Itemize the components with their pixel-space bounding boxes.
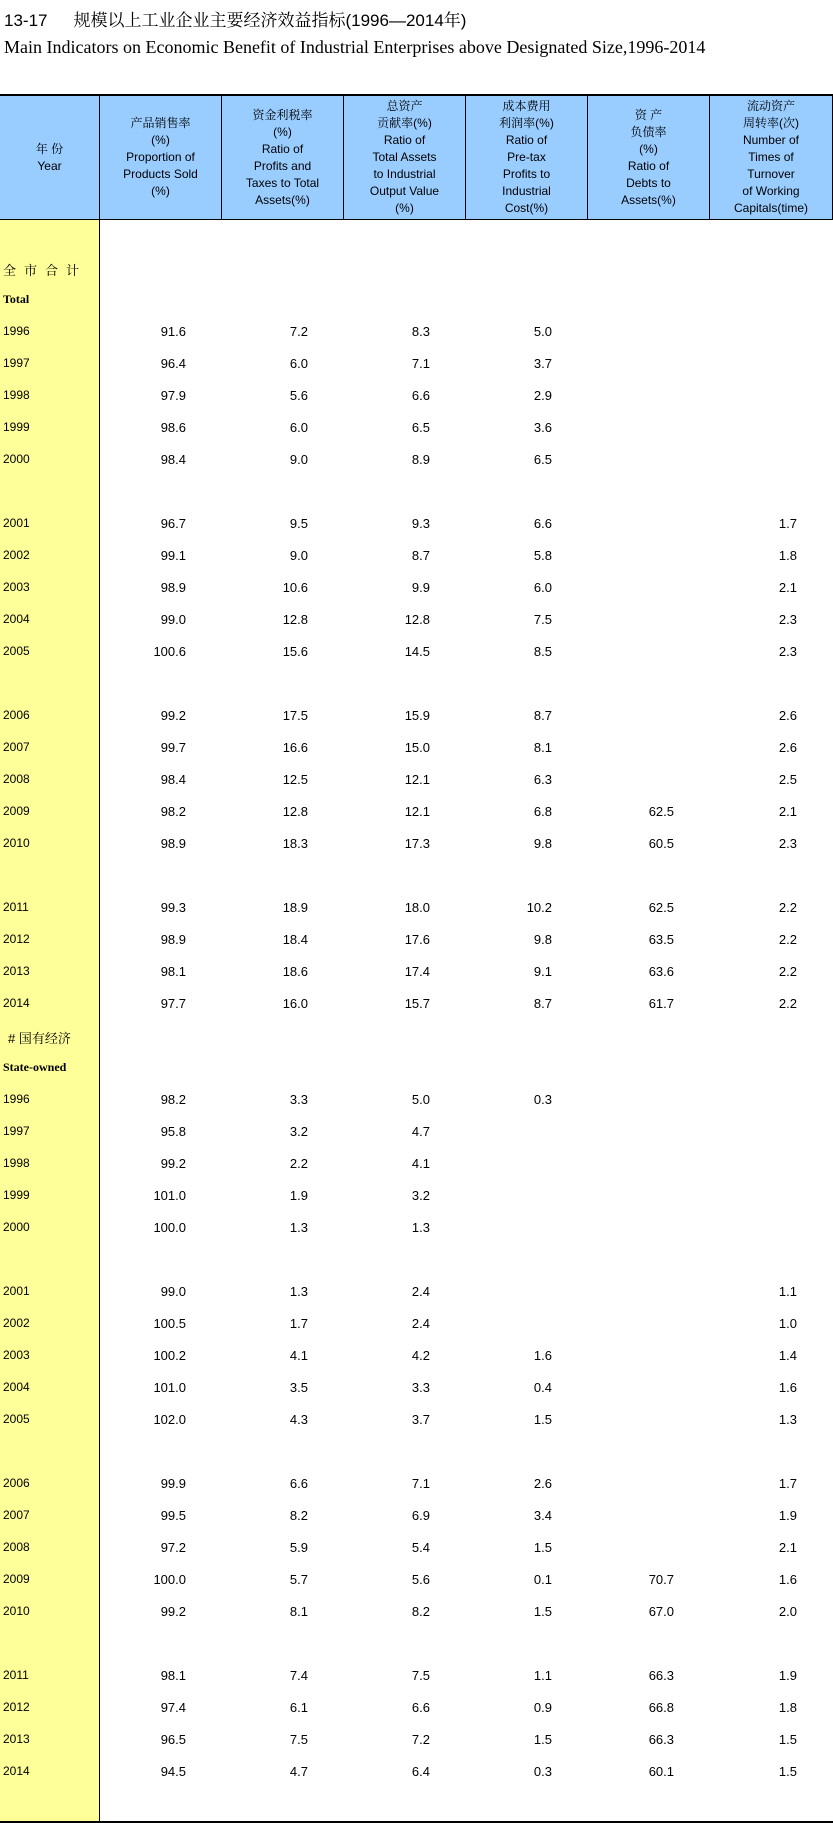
- table-row: [0, 892, 833, 924]
- value-cell: 12.1: [404, 804, 430, 819]
- year-cell: 2013: [3, 1732, 30, 1746]
- value-cell: 1.3: [289, 1284, 308, 1299]
- value-cell: 16.6: [282, 740, 308, 755]
- value-cell: 6.0: [289, 356, 308, 371]
- year-cell: 2006: [3, 1476, 30, 1490]
- value-cell: 101.0: [153, 1380, 186, 1395]
- section-header-row: [0, 1052, 833, 1084]
- year-cell: 2004: [3, 1380, 30, 1394]
- value-cell: 70.7: [648, 1572, 674, 1587]
- value-cell: 1.9: [778, 1508, 797, 1523]
- year-cell: 2010: [3, 1604, 30, 1618]
- table-row: [0, 1340, 833, 1372]
- column-header-cn: 流动资产 周转率(次): [743, 99, 799, 130]
- column-header-en: Ratio of Total Assets to Industrial Output Value (%): [369, 133, 440, 215]
- value-cell: 7.1: [411, 1476, 430, 1491]
- value-cell: 98.9: [160, 580, 186, 595]
- column-header-en: (%) Ratio of Profits and Taxes to Total Assets(%): [245, 124, 320, 207]
- year-cell: 2008: [3, 772, 30, 786]
- value-cell: 9.8: [533, 836, 552, 851]
- column-header-en: (%) Proportion of Products Sold (%): [123, 133, 198, 198]
- year-cell: 2006: [3, 708, 30, 722]
- value-cell: 97.4: [160, 1700, 186, 1715]
- year-cell: 2012: [3, 1700, 30, 1714]
- value-cell: 7.4: [289, 1668, 308, 1683]
- value-cell: 63.6: [648, 964, 674, 979]
- year-cell: 2010: [3, 836, 30, 850]
- column-header-1: [100, 94, 222, 220]
- value-cell: 5.8: [533, 548, 552, 563]
- table-row: [0, 572, 833, 604]
- year-cell: 2012: [3, 932, 30, 946]
- table-row: [0, 988, 833, 1020]
- value-cell: 3.2: [411, 1188, 430, 1203]
- value-cell: 8.7: [411, 548, 430, 563]
- value-cell: 5.0: [411, 1092, 430, 1107]
- value-cell: 1.7: [778, 516, 797, 531]
- value-cell: 98.4: [160, 452, 186, 467]
- table-title-en: Main Indicators on Economic Benefit of Industrial Enterprises above Designated Size,1996-2014: [4, 37, 706, 57]
- value-cell: 2.0: [778, 1604, 797, 1619]
- year-cell: 1999: [3, 1188, 30, 1202]
- year-cell: 2005: [3, 1412, 30, 1426]
- value-cell: 1.4: [778, 1348, 797, 1363]
- value-cell: 6.6: [289, 1476, 308, 1491]
- value-cell: 17.3: [404, 836, 430, 851]
- value-cell: 2.2: [289, 1156, 308, 1171]
- value-cell: 9.9: [411, 580, 430, 595]
- value-cell: 2.6: [533, 1476, 552, 1491]
- value-cell: 62.5: [648, 804, 674, 819]
- table-row: [0, 732, 833, 764]
- value-cell: 1.0: [778, 1316, 797, 1331]
- value-cell: 9.8: [533, 932, 552, 947]
- value-cell: 6.9: [411, 1508, 430, 1523]
- value-cell: 0.3: [533, 1764, 552, 1779]
- column-header-en: Year: [37, 158, 62, 173]
- value-cell: 2.2: [778, 932, 797, 947]
- value-cell: 3.6: [533, 420, 552, 435]
- value-cell: 15.6: [282, 644, 308, 659]
- table-number: 13-17: [4, 11, 48, 30]
- column-header-cn: 成本费用 利润率(%): [499, 99, 554, 130]
- value-cell: 6.4: [411, 1764, 430, 1779]
- value-cell: 14.5: [404, 644, 430, 659]
- value-cell: 60.5: [648, 836, 674, 851]
- section-header-row: [0, 252, 833, 284]
- value-cell: 6.5: [411, 420, 430, 435]
- value-cell: 98.9: [160, 932, 186, 947]
- value-cell: 62.5: [648, 900, 674, 915]
- value-cell: 12.8: [404, 612, 430, 627]
- table-row: [0, 540, 833, 572]
- value-cell: 4.2: [411, 1348, 430, 1363]
- value-cell: 99.5: [160, 1508, 186, 1523]
- value-cell: 10.2: [526, 900, 552, 915]
- value-cell: 2.4: [411, 1284, 430, 1299]
- value-cell: 7.1: [411, 356, 430, 371]
- value-cell: 100.0: [153, 1220, 186, 1235]
- year-cell: 2011: [3, 1668, 29, 1682]
- value-cell: 60.1: [648, 1764, 674, 1779]
- table-title-cn-text: 规模以上工业企业主要经济效益指标(1996—2014年): [73, 11, 467, 30]
- year-cell: 1996: [3, 324, 30, 338]
- value-cell: 7.5: [289, 1732, 308, 1747]
- value-cell: 6.6: [411, 1700, 430, 1715]
- value-cell: 3.2: [289, 1124, 308, 1139]
- table-row: [0, 828, 833, 860]
- value-cell: 7.5: [411, 1668, 430, 1683]
- value-cell: 10.6: [282, 580, 308, 595]
- value-cell: 2.2: [778, 900, 797, 915]
- table-row: [0, 316, 833, 348]
- column-header-0: [0, 94, 100, 220]
- year-cell: 2000: [3, 452, 30, 466]
- value-cell: 2.4: [411, 1316, 430, 1331]
- table-row: [0, 700, 833, 732]
- table-row: [0, 508, 833, 540]
- table-row: [0, 1180, 833, 1212]
- value-cell: 2.3: [778, 612, 797, 627]
- value-cell: 1.9: [289, 1188, 308, 1203]
- value-cell: 17.6: [404, 932, 430, 947]
- table-row: [0, 1148, 833, 1180]
- table-row: [0, 1372, 833, 1404]
- value-cell: 2.9: [533, 388, 552, 403]
- year-cell: 2001: [3, 516, 30, 530]
- value-cell: 97.2: [160, 1540, 186, 1555]
- table-row: [0, 1596, 833, 1628]
- table-row: [0, 1532, 833, 1564]
- value-cell: 8.9: [411, 452, 430, 467]
- value-cell: 1.1: [533, 1668, 552, 1683]
- column-header-cn: 年 份: [35, 141, 64, 156]
- table-row: [0, 1276, 833, 1308]
- value-cell: 3.7: [533, 356, 552, 371]
- year-cell: 2004: [3, 612, 30, 626]
- table-row: [0, 348, 833, 380]
- value-cell: 100.2: [153, 1348, 186, 1363]
- column-header-4: [466, 94, 588, 220]
- table-row: [0, 380, 833, 412]
- value-cell: 99.0: [160, 612, 186, 627]
- value-cell: 9.0: [289, 548, 308, 563]
- column-header-5: [588, 94, 710, 220]
- value-cell: 1.9: [778, 1668, 797, 1683]
- value-cell: 7.5: [533, 612, 552, 627]
- value-cell: 2.2: [778, 964, 797, 979]
- value-cell: 8.1: [533, 740, 552, 755]
- value-cell: 6.1: [289, 1700, 308, 1715]
- value-cell: 63.5: [648, 932, 674, 947]
- table-row: [0, 1756, 833, 1788]
- value-cell: 5.6: [289, 388, 308, 403]
- value-cell: 2.6: [778, 708, 797, 723]
- year-cell: 2013: [3, 964, 30, 978]
- value-cell: 4.3: [289, 1412, 308, 1427]
- value-cell: 2.3: [778, 836, 797, 851]
- column-header-en: Number of Times of Turnover of Working Capitals(time): [733, 133, 808, 215]
- value-cell: 2.1: [778, 804, 797, 819]
- value-cell: 8.1: [289, 1604, 308, 1619]
- value-cell: 18.0: [404, 900, 430, 915]
- value-cell: 99.2: [160, 1156, 186, 1171]
- value-cell: 1.1: [778, 1284, 797, 1299]
- value-cell: 8.7: [533, 996, 552, 1011]
- value-cell: 99.1: [160, 548, 186, 563]
- year-cell: 2002: [3, 1316, 30, 1330]
- value-cell: 100.6: [153, 644, 186, 659]
- table-row: [0, 1212, 833, 1244]
- value-cell: 17.5: [282, 708, 308, 723]
- value-cell: 66.3: [648, 1668, 674, 1683]
- value-cell: 12.1: [404, 772, 430, 787]
- value-cell: 16.0: [282, 996, 308, 1011]
- value-cell: 1.8: [778, 1700, 797, 1715]
- value-cell: 2.1: [778, 1540, 797, 1555]
- value-cell: 7.2: [411, 1732, 430, 1747]
- table-row: [0, 1564, 833, 1596]
- value-cell: 96.4: [160, 356, 186, 371]
- year-cell: 2003: [3, 1348, 30, 1362]
- value-cell: 12.5: [282, 772, 308, 787]
- value-cell: 8.7: [533, 708, 552, 723]
- year-cell: 1996: [3, 1092, 30, 1106]
- value-cell: 5.6: [411, 1572, 430, 1587]
- table-row: [0, 412, 833, 444]
- table-row: [0, 1308, 833, 1340]
- table-row: [0, 636, 833, 668]
- value-cell: 6.0: [289, 420, 308, 435]
- value-cell: 9.5: [289, 516, 308, 531]
- value-cell: 12.8: [282, 804, 308, 819]
- table-row: [0, 1500, 833, 1532]
- value-cell: 4.1: [411, 1156, 430, 1171]
- value-cell: 3.5: [289, 1380, 308, 1395]
- value-cell: 3.3: [289, 1092, 308, 1107]
- column-header-cn: 资 产 负债率: [630, 107, 667, 139]
- section-name-cn: 全市合计: [3, 263, 88, 278]
- value-cell: 18.9: [282, 900, 308, 915]
- value-cell: 1.7: [289, 1316, 308, 1331]
- column-header-3: [344, 94, 466, 220]
- table-row: [0, 1084, 833, 1116]
- year-cell: 2007: [3, 740, 30, 754]
- value-cell: 8.2: [289, 1508, 308, 1523]
- value-cell: 15.7: [404, 996, 430, 1011]
- table-row: [0, 1404, 833, 1436]
- value-cell: 17.4: [404, 964, 430, 979]
- table-row: [0, 1660, 833, 1692]
- value-cell: 101.0: [153, 1188, 186, 1203]
- year-cell: 2005: [3, 644, 30, 658]
- indicators-table: [0, 94, 833, 1823]
- value-cell: 8.2: [411, 1604, 430, 1619]
- table-row: [0, 924, 833, 956]
- value-cell: 6.5: [533, 452, 552, 467]
- year-cell: 2000: [3, 1220, 30, 1234]
- value-cell: 1.5: [778, 1764, 797, 1779]
- value-cell: 1.8: [778, 548, 797, 563]
- value-cell: 2.1: [778, 580, 797, 595]
- table-row: [0, 796, 833, 828]
- value-cell: 96.7: [160, 516, 186, 531]
- value-cell: 66.8: [648, 1700, 674, 1715]
- table-row: [0, 1116, 833, 1148]
- value-cell: 8.5: [533, 644, 552, 659]
- value-cell: 6.6: [533, 516, 552, 531]
- value-cell: 99.3: [160, 900, 186, 915]
- value-cell: 99.7: [160, 740, 186, 755]
- value-cell: 6.3: [533, 772, 552, 787]
- value-cell: 95.8: [160, 1124, 186, 1139]
- value-cell: 1.6: [778, 1380, 797, 1395]
- value-cell: 5.0: [533, 324, 552, 339]
- column-header-6: [710, 94, 833, 220]
- year-cell: 2011: [3, 900, 29, 914]
- value-cell: 97.7: [160, 996, 186, 1011]
- section-name-en: State-owned: [3, 1060, 67, 1074]
- value-cell: 98.1: [160, 964, 186, 979]
- column-header-2: [222, 94, 344, 220]
- year-cell: 1998: [3, 1156, 30, 1170]
- value-cell: 1.6: [533, 1348, 552, 1363]
- year-cell: 1997: [3, 356, 30, 370]
- value-cell: 1.3: [411, 1220, 430, 1235]
- value-cell: 9.3: [411, 516, 430, 531]
- value-cell: 0.4: [533, 1380, 552, 1395]
- value-cell: 18.4: [282, 932, 308, 947]
- value-cell: 98.6: [160, 420, 186, 435]
- value-cell: 9.0: [289, 452, 308, 467]
- value-cell: 6.8: [533, 804, 552, 819]
- year-cell: 2007: [3, 1508, 30, 1522]
- year-cell: 2014: [3, 996, 30, 1010]
- table-row: [0, 764, 833, 796]
- value-cell: 7.2: [289, 324, 308, 339]
- value-cell: 2.6: [778, 740, 797, 755]
- value-cell: 1.6: [778, 1572, 797, 1587]
- column-header-en: (%) Ratio of Debts to Assets(%): [621, 141, 676, 207]
- value-cell: 1.3: [289, 1220, 308, 1235]
- value-cell: 0.1: [533, 1572, 552, 1587]
- value-cell: 96.5: [160, 1732, 186, 1747]
- value-cell: 99.2: [160, 708, 186, 723]
- column-header-en: Ratio of Pre-tax Profits to Industrial Cost(%): [502, 133, 551, 215]
- year-cell: 1998: [3, 388, 30, 402]
- value-cell: 1.5: [533, 1732, 552, 1747]
- value-cell: 3.7: [411, 1412, 430, 1427]
- value-cell: 6.0: [533, 580, 552, 595]
- value-cell: 2.3: [778, 644, 797, 659]
- value-cell: 5.9: [289, 1540, 308, 1555]
- year-cell: 2001: [3, 1284, 30, 1298]
- year-cell: 2009: [3, 1572, 30, 1586]
- column-header-cn: 总资产 贡献率(%): [377, 99, 432, 130]
- value-cell: 2.5: [778, 772, 797, 787]
- year-cell: 2009: [3, 804, 30, 818]
- value-cell: 0.9: [533, 1700, 552, 1715]
- value-cell: 5.4: [411, 1540, 430, 1555]
- year-cell: 2002: [3, 548, 30, 562]
- value-cell: 94.5: [160, 1764, 186, 1779]
- table-row: [0, 1724, 833, 1756]
- section-name-cn: # 国有经济: [8, 1031, 71, 1046]
- value-cell: 99.9: [160, 1476, 186, 1491]
- value-cell: 97.9: [160, 388, 186, 403]
- value-cell: 91.6: [160, 324, 186, 339]
- year-cell: 2014: [3, 1764, 30, 1778]
- year-cell: 2008: [3, 1540, 30, 1554]
- value-cell: 98.9: [160, 836, 186, 851]
- value-cell: 2.2: [778, 996, 797, 1011]
- table-row: [0, 1692, 833, 1724]
- value-cell: 99.2: [160, 1604, 186, 1619]
- table-title-cn: [4, 6, 466, 31]
- value-cell: 1.7: [778, 1476, 797, 1491]
- year-cell: 1997: [3, 1124, 30, 1138]
- table-row: [0, 956, 833, 988]
- value-cell: 1.5: [778, 1732, 797, 1747]
- value-cell: 4.7: [411, 1124, 430, 1139]
- table-row: [0, 604, 833, 636]
- year-cell: 2003: [3, 580, 30, 594]
- value-cell: 5.7: [289, 1572, 308, 1587]
- section-header-row: [0, 284, 833, 316]
- value-cell: 4.1: [289, 1348, 308, 1363]
- column-header-cn: 产品销售率: [130, 116, 191, 130]
- value-cell: 100.0: [153, 1572, 186, 1587]
- year-cell: 1999: [3, 420, 30, 434]
- value-cell: 61.7: [648, 996, 674, 1011]
- value-cell: 100.5: [153, 1316, 186, 1331]
- value-cell: 18.3: [282, 836, 308, 851]
- value-cell: 66.3: [648, 1732, 674, 1747]
- value-cell: 8.3: [411, 324, 430, 339]
- value-cell: 3.4: [533, 1508, 552, 1523]
- value-cell: 98.1: [160, 1668, 186, 1683]
- value-cell: 15.9: [404, 708, 430, 723]
- section-header-row: [0, 1020, 833, 1052]
- value-cell: 99.0: [160, 1284, 186, 1299]
- value-cell: 1.5: [533, 1540, 552, 1555]
- value-cell: 9.1: [533, 964, 552, 979]
- value-cell: 102.0: [153, 1412, 186, 1427]
- value-cell: 15.0: [404, 740, 430, 755]
- value-cell: 12.8: [282, 612, 308, 627]
- table-row: [0, 1468, 833, 1500]
- section-name-en: Total: [3, 292, 30, 306]
- value-cell: 18.6: [282, 964, 308, 979]
- value-cell: 1.5: [533, 1412, 552, 1427]
- column-header-cn: 资金利税率: [252, 107, 313, 122]
- value-cell: 1.3: [778, 1412, 797, 1427]
- value-cell: 98.2: [160, 1092, 186, 1107]
- value-cell: 0.3: [533, 1092, 552, 1107]
- value-cell: 3.3: [411, 1380, 430, 1395]
- value-cell: 6.6: [411, 388, 430, 403]
- value-cell: 67.0: [648, 1604, 674, 1619]
- value-cell: 98.2: [160, 804, 186, 819]
- table-row: [0, 444, 833, 476]
- value-cell: 4.7: [289, 1764, 308, 1779]
- value-cell: 98.4: [160, 772, 186, 787]
- value-cell: 1.5: [533, 1604, 552, 1619]
